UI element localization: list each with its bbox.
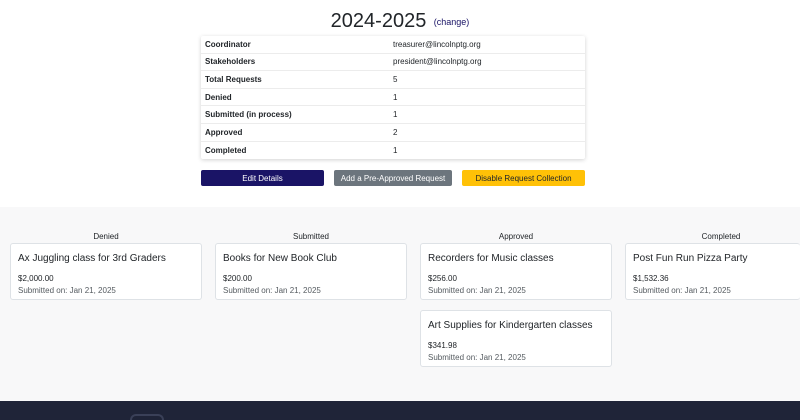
details-row [201, 106, 585, 124]
details-key: Approved [205, 127, 243, 137]
request-amount: $1,532.36 [633, 274, 669, 283]
request-title: Ax Juggling class for 3rd Graders [18, 253, 166, 264]
details-row [201, 54, 585, 72]
request-card[interactable] [625, 243, 800, 300]
request-card[interactable] [215, 243, 407, 300]
details-section [0, 0, 800, 207]
details-key: Total Requests [205, 74, 262, 84]
details-key: Denied [205, 92, 232, 102]
details-value: 5 [393, 74, 398, 84]
details-value: treasurer@lincolnptg.org [393, 39, 481, 49]
request-board [0, 207, 800, 401]
request-submitted-date: Submitted on: Jan 21, 2025 [428, 353, 526, 362]
request-card[interactable] [420, 243, 612, 300]
request-card[interactable] [10, 243, 202, 300]
add-preapproved-request-button[interactable]: Add a Pre-Approved Request [334, 170, 452, 186]
request-card[interactable] [420, 310, 612, 367]
edit-details-button[interactable]: Edit Details [201, 170, 324, 186]
column-title-completed: Completed [701, 232, 741, 241]
details-value: 1 [393, 110, 398, 120]
column-title-approved: Approved [498, 232, 534, 241]
details-value: 1 [393, 92, 398, 102]
request-submitted-date: Submitted on: Jan 21, 2025 [633, 286, 731, 295]
request-submitted-date: Submitted on: Jan 21, 2025 [223, 286, 321, 295]
year-header [0, 10, 800, 33]
request-amount: $2,000.00 [18, 274, 54, 283]
footer-logo-icon [130, 414, 164, 420]
details-row [201, 142, 585, 160]
request-title: Recorders for Music classes [428, 253, 554, 264]
details-value: 2 [393, 127, 398, 137]
details-key: Completed [205, 145, 247, 155]
details-row [201, 71, 585, 89]
disable-request-collection-button[interactable]: Disable Request Collection [462, 170, 585, 186]
request-title: Books for New Book Club [223, 253, 337, 264]
details-row [201, 89, 585, 107]
page-title: 2024-2025 [330, 10, 427, 32]
request-title: Art Supplies for Kindergarten classes [428, 320, 593, 331]
request-amount: $256.00 [428, 274, 457, 283]
request-amount: $341.98 [428, 341, 457, 350]
column-title-denied: Denied [93, 232, 119, 241]
details-key: Submitted (in process) [205, 110, 292, 120]
request-title: Post Fun Run Pizza Party [633, 253, 748, 264]
details-row [201, 36, 585, 54]
column-title-submitted: Submitted [292, 232, 330, 241]
footer [0, 401, 800, 420]
change-year-link[interactable]: (change) [433, 16, 470, 27]
details-table [201, 36, 585, 159]
request-amount: $200.00 [223, 274, 252, 283]
details-value: president@lincolnptg.org [393, 57, 482, 67]
details-key: Stakeholders [205, 57, 256, 67]
details-key: Coordinator [205, 39, 251, 49]
details-value: 1 [393, 145, 398, 155]
request-submitted-date: Submitted on: Jan 21, 2025 [18, 286, 116, 295]
details-row [201, 124, 585, 142]
request-submitted-date: Submitted on: Jan 21, 2025 [428, 286, 526, 295]
